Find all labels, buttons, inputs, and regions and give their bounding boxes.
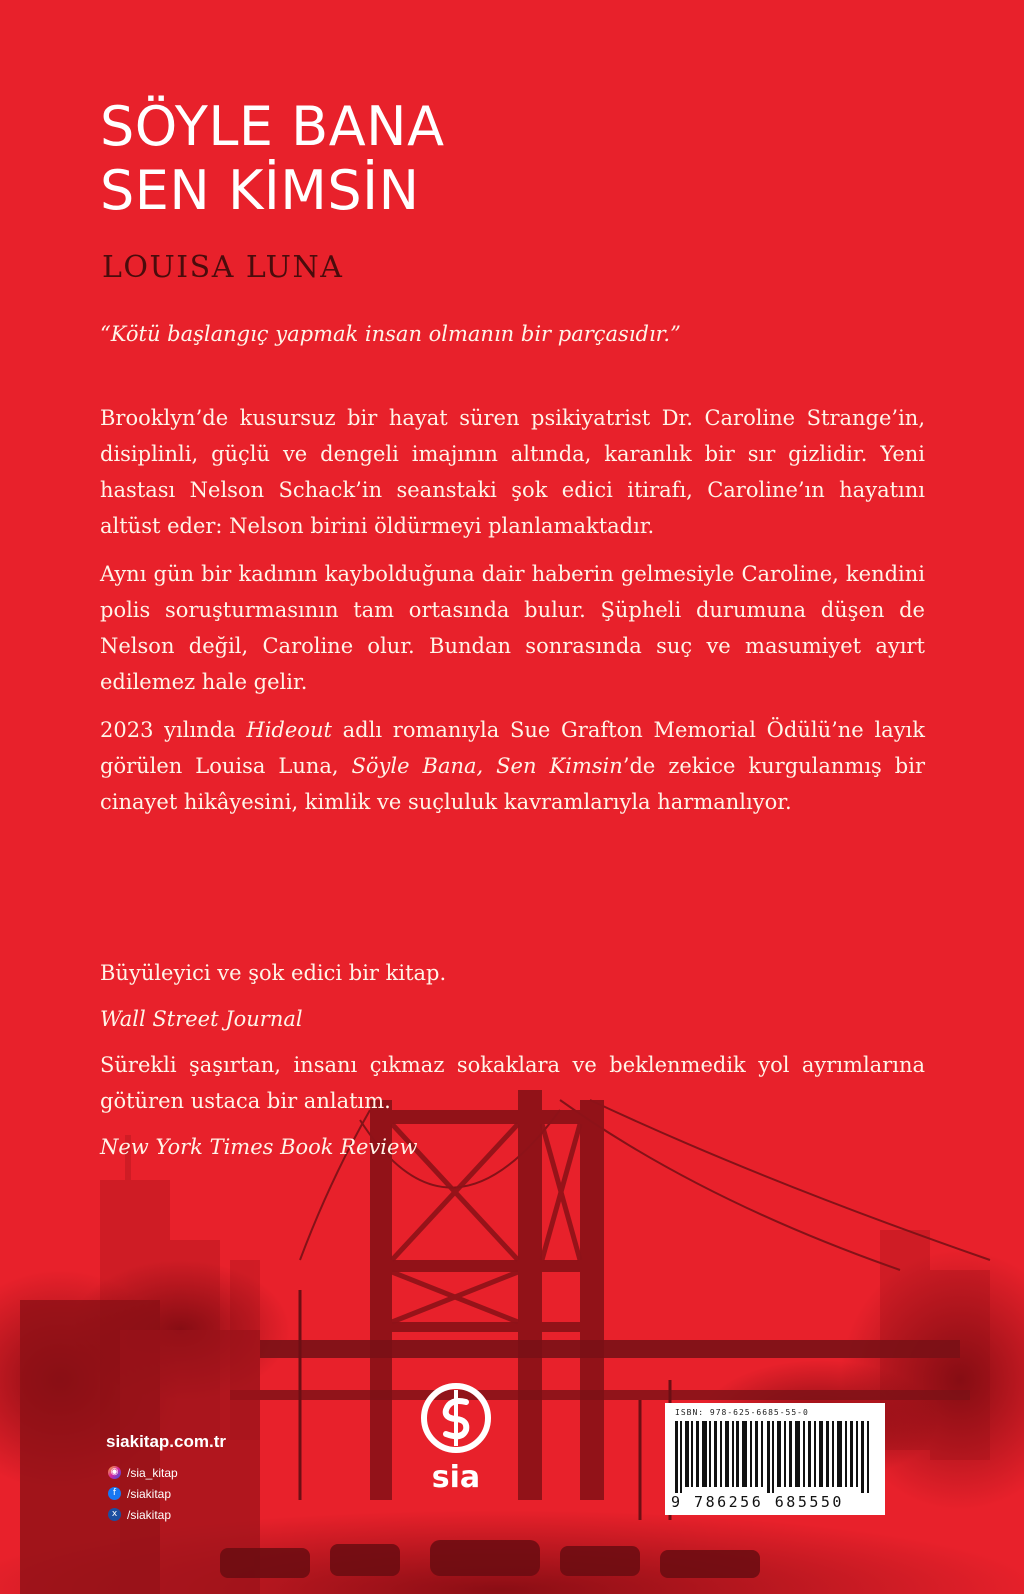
instagram-icon: ◉ bbox=[108, 1466, 121, 1479]
x-icon: x bbox=[108, 1508, 121, 1521]
isbn-barcode bbox=[665, 1403, 885, 1515]
blurb-p3-text-e: ’de zekice kurgulanmış bir cinayet hikâyesini, kimlik ve suçluluk kavramlarıyla harmanlıyor. bbox=[100, 754, 925, 814]
social-instagram bbox=[108, 1462, 178, 1483]
sia-logo-icon bbox=[420, 1382, 492, 1454]
social-links bbox=[108, 1462, 178, 1525]
book-title bbox=[100, 95, 445, 223]
x-handle: /siakitap bbox=[127, 1507, 172, 1522]
instagram-handle: /sia_kitap bbox=[127, 1465, 178, 1480]
publisher-logo bbox=[420, 1382, 492, 1495]
title-line-1: SÖYLE BANA bbox=[100, 95, 445, 158]
title-line-2: SEN KİMSİN bbox=[100, 159, 420, 222]
blurb-paragraph-2: Aynı gün bir kadının kaybolduğuna dair haberin gelmesiyle Caroline, kendini polis soruşturmasının tam ortasında bulur. Şüpheli durumuna düşen de Nelson değil, Caroline olur. Bundan sonrasında suç ve masumiyet ayırt edilemez hale gelir. bbox=[100, 562, 925, 694]
epigraph-quote: “Kötü başlangıç yapmak insan olmanın bir parçasıdır.” bbox=[100, 322, 681, 346]
isbn-digits: 9 786256 685550 bbox=[671, 1493, 844, 1511]
social-facebook bbox=[108, 1483, 178, 1504]
blurb-p3-text-c: adlı romanıyla Sue Grafton Memorial Ödülü’ne layık görülen Louisa Luna, bbox=[100, 718, 926, 778]
publisher-logo-text: sia bbox=[431, 1460, 481, 1495]
review-2-text: Sürekli şaşırtan, insanı çıkmaz sokaklara ve beklenmedik yol ayrımlarına götüren ustaca bir anlatım. bbox=[100, 1053, 925, 1113]
blurb bbox=[100, 400, 925, 832]
book-title-inline: Söyle Bana, Sen Kimsin bbox=[351, 754, 623, 778]
facebook-icon: f bbox=[108, 1487, 121, 1500]
review-2-source: New York Times Book Review bbox=[100, 1135, 418, 1159]
review-1-text: Büyüleyici ve şok edici bir kitap. bbox=[100, 961, 447, 985]
blurb-p3-text-a: 2023 yılında bbox=[100, 718, 247, 742]
blurb-paragraph-3 bbox=[100, 712, 925, 820]
publisher-website: siakitap.com.tr bbox=[106, 1432, 226, 1451]
facebook-handle: /siakitap bbox=[127, 1486, 172, 1501]
blurb-paragraph-1: Brooklyn’de kusursuz bir hayat süren psikiyatrist Dr. Caroline Strange’in, disiplinli, güçlü ve dengeli imajının altında, karanlık bir sır gizlidir. Yeni hastası Nelson Schack’in seanstaki şok edici itirafı, Caroline’ın hayatını altüst eder: Nelson birini öldürmeyi planlamaktadır. bbox=[100, 406, 925, 538]
author-name: LOUISA LUNA bbox=[102, 250, 344, 285]
reviews bbox=[100, 955, 925, 1175]
barcode-bars-icon bbox=[675, 1421, 875, 1493]
isbn-small-text: ISBN: 978-625-6685-55-0 bbox=[675, 1408, 809, 1417]
review-1-source: Wall Street Journal bbox=[100, 1007, 303, 1031]
novel-title-hideout: Hideout bbox=[246, 718, 332, 742]
social-x bbox=[108, 1504, 178, 1525]
